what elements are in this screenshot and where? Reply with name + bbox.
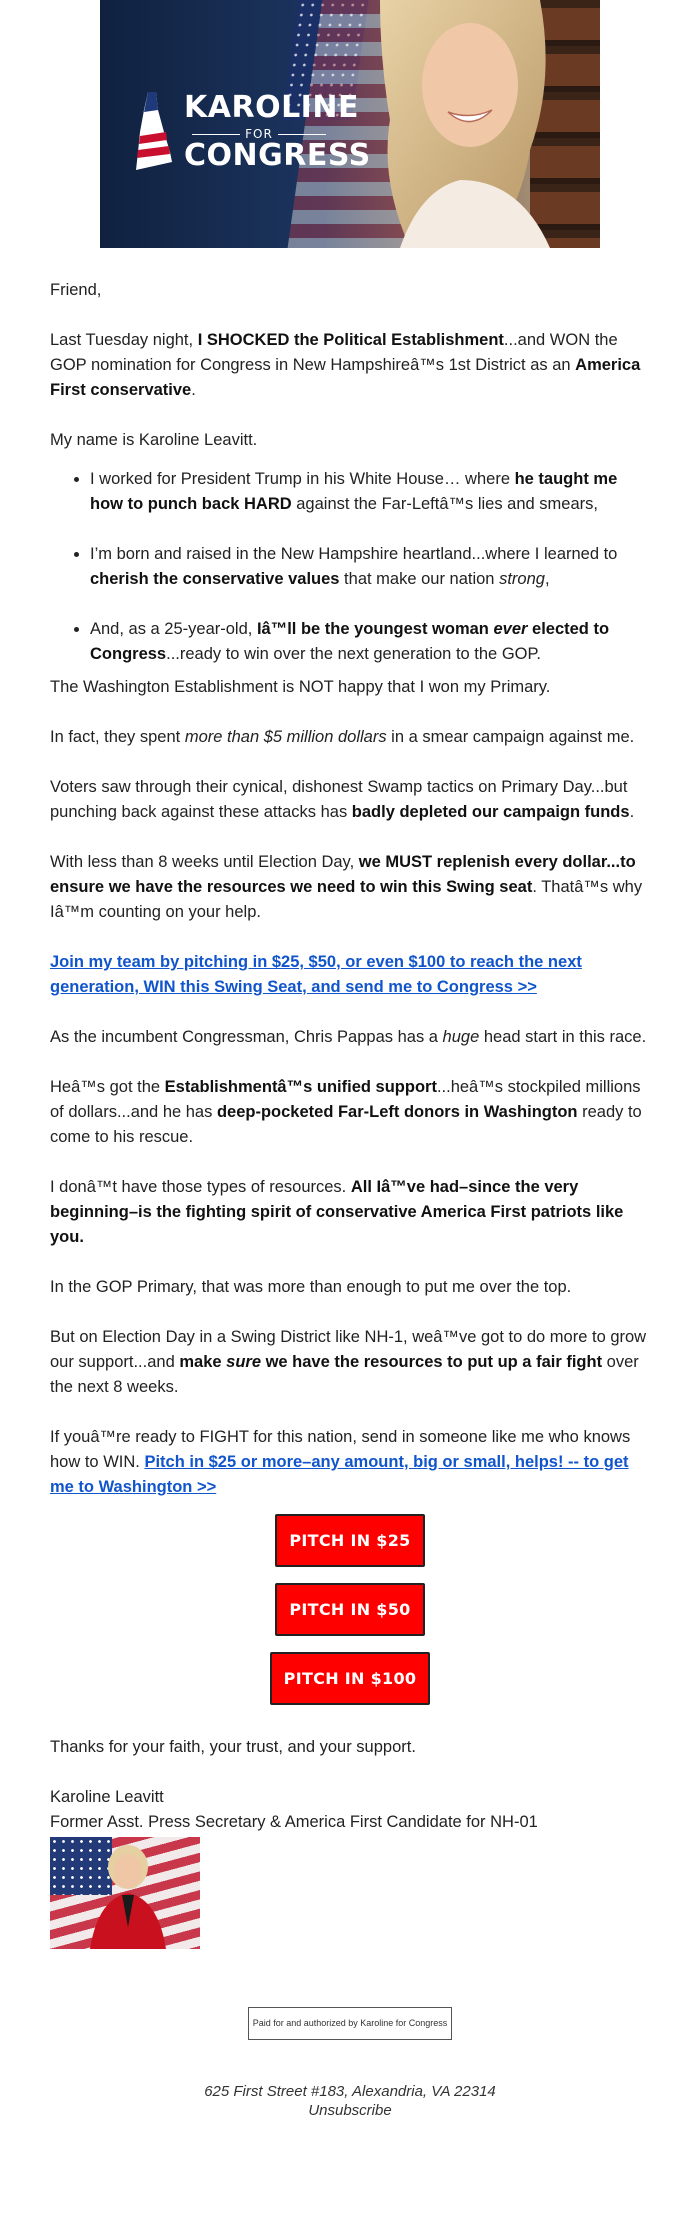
- text-run: In fact, they spent: [50, 728, 185, 746]
- bold-run: America First conservative: [50, 356, 641, 399]
- text-run: But on Election Day in a Swing District like NH-1, weâ™ve got to do more to grow our support...and: [50, 1328, 647, 1371]
- paid-for-disclaimer: Paid for and authorized by Karoline for Congress: [248, 2007, 453, 2040]
- greeting: Friend,: [50, 281, 102, 299]
- pitch-in-25-button[interactable]: PITCH IN $25: [275, 1514, 424, 1567]
- bold-run: Establishmentâ™s unified support: [164, 1078, 437, 1096]
- candidate-photo: [340, 0, 560, 248]
- paragraph-establishment: The Washington Establishment is NOT happy that I won my Primary.: [50, 678, 551, 696]
- text-run: ,: [544, 570, 550, 588]
- italic-run: strong: [499, 570, 545, 588]
- text-run: With less than 8 weeks until Election Day,: [50, 853, 359, 871]
- signature-name: Karoline Leavitt: [50, 1788, 164, 1806]
- text-run: against the Far-Leftâ™s lies and smears,: [291, 495, 598, 513]
- closing-line: Thanks for your faith, your trust, and your support.: [50, 1738, 416, 1756]
- bold-run: we have the resources to put up a fair fight: [261, 1353, 603, 1371]
- text-run: ...heâ™s stockpiled millions of dollars...and he has: [50, 1078, 641, 1121]
- bold-run: he taught me how to punch back HARD: [90, 470, 618, 513]
- email-content: [0, 248, 700, 2120]
- text-run: ...and WON the GOP nomination for Congress in New Hampshireâ™s 1st District as an: [50, 331, 618, 374]
- bold-italic-run: ever: [493, 620, 528, 638]
- mailing-address: 625 First Street #183, Alexandria, VA 22314: [204, 2083, 496, 2100]
- text-run: in a smear campaign against me.: [386, 728, 635, 746]
- signature-block: [50, 1785, 650, 1949]
- paragraph-swing: [50, 1325, 650, 1400]
- text-run: I’m born and raised in the New Hampshire heartland...where I learned to: [90, 545, 618, 563]
- new-hampshire-logo-icon: [134, 92, 174, 170]
- text-run: Last Tuesday night,: [50, 331, 198, 349]
- unsubscribe-link[interactable]: Unsubscribe: [308, 2102, 392, 2119]
- text-run: . Thatâ™s why Iâ™m counting on your help.: [50, 878, 643, 921]
- text-run: And, as a 25-year-old,: [90, 620, 257, 638]
- paragraph-smear: [50, 725, 650, 750]
- footer-address-block: [50, 2082, 650, 2120]
- bold-run: All Iâ™ve had–since the very beginning–is the fighting spirit of conservative America First patriots like you.: [50, 1178, 624, 1246]
- button-row: [50, 1652, 650, 1705]
- bold-run: deep-pocketed Far-Left donors in Washington: [216, 1103, 578, 1121]
- text-run: .: [191, 381, 196, 399]
- header-banner: [100, 0, 600, 248]
- paragraph-primary: In the GOP Primary, that was more than enough to put me over the top.: [50, 1278, 572, 1296]
- italic-run: huge: [442, 1028, 480, 1046]
- bullet-item: [90, 542, 650, 592]
- text-run: ...ready to win over the next generation to the GOP.: [166, 645, 541, 663]
- candidate-portrait: [50, 1837, 200, 1949]
- text-run: ready to come to his rescue.: [50, 1103, 642, 1146]
- pitch-in-50-button[interactable]: PITCH IN $50: [275, 1583, 424, 1636]
- logo-text-karoline: KAROLINE: [184, 90, 359, 125]
- paragraph-fight: [50, 1425, 650, 1500]
- text-run: .: [629, 803, 635, 821]
- paragraph-replenish: [50, 850, 650, 925]
- paragraph-shocked: [50, 328, 650, 403]
- logo-text-congress: CONGRESS: [184, 138, 371, 173]
- bullet-item: [90, 617, 650, 667]
- bold-run: elected to Congress: [90, 620, 610, 663]
- paragraph-incumbent: [50, 1025, 650, 1050]
- button-row: [50, 1514, 650, 1567]
- bold-run: make: [179, 1353, 227, 1371]
- paragraph-name: My name is Karoline Leavitt.: [50, 431, 258, 449]
- text-run: I worked for President Trump in his White House… where: [90, 470, 515, 488]
- bold-run: cherish the conservative values: [90, 570, 340, 588]
- text-run: that make our nation: [339, 570, 500, 588]
- bold-run: we MUST replenish every dollar...to ensure we have the resources we need to win this Swing seat: [50, 853, 636, 896]
- bold-run: badly depleted our campaign funds: [351, 803, 630, 821]
- paragraph-resources: [50, 1175, 650, 1250]
- join-team-link[interactable]: Join my team by pitching in $25, $50, or even $100 to reach the next generation, WIN this Swing Seat, and send me to Congress >>: [50, 953, 582, 996]
- pitch-in-100-button[interactable]: PITCH IN $100: [270, 1652, 431, 1705]
- button-row: [50, 1583, 650, 1636]
- text-run: I donâ™t have those types of resources.: [50, 1178, 351, 1196]
- bullet-list: [50, 467, 650, 667]
- bullet-item: [90, 467, 650, 517]
- text-run: If youâ™re ready to FIGHT for this nation, send in someone like me who knows how to WIN.: [50, 1428, 631, 1471]
- pitch-in-link[interactable]: Pitch in $25 or more–any amount, big or small, helps! -- to get me to Washington >>: [50, 1453, 629, 1496]
- logo-text-for: FOR: [184, 127, 334, 141]
- text-run: over the next 8 weeks.: [50, 1353, 639, 1396]
- signature-photo: [50, 1837, 200, 1949]
- text-run: As the incumbent Congressman, Chris Pappas has a: [50, 1028, 443, 1046]
- text-run: Voters saw through their cynical, dishonest Swamp tactics on Primary Day...but punching back against these attacks has: [50, 778, 628, 821]
- bold-run: I SHOCKED the Political Establishment: [197, 331, 504, 349]
- bold-run: Iâ™ll be the youngest woman: [256, 620, 494, 638]
- text-run: Heâ™s got the: [50, 1078, 165, 1096]
- paragraph-join-link: [50, 950, 650, 1000]
- face-shape: [422, 23, 518, 147]
- italic-run: more than $5 million dollars: [184, 728, 387, 746]
- footer: [50, 2007, 650, 2120]
- paragraph-voters: [50, 775, 650, 825]
- signature-title: Former Asst. Press Secretary & America First Candidate for NH-01: [50, 1813, 538, 1831]
- text-run: head start in this race.: [479, 1028, 647, 1046]
- bold-italic-run: sure: [226, 1353, 261, 1371]
- paragraph-pappas: [50, 1075, 650, 1150]
